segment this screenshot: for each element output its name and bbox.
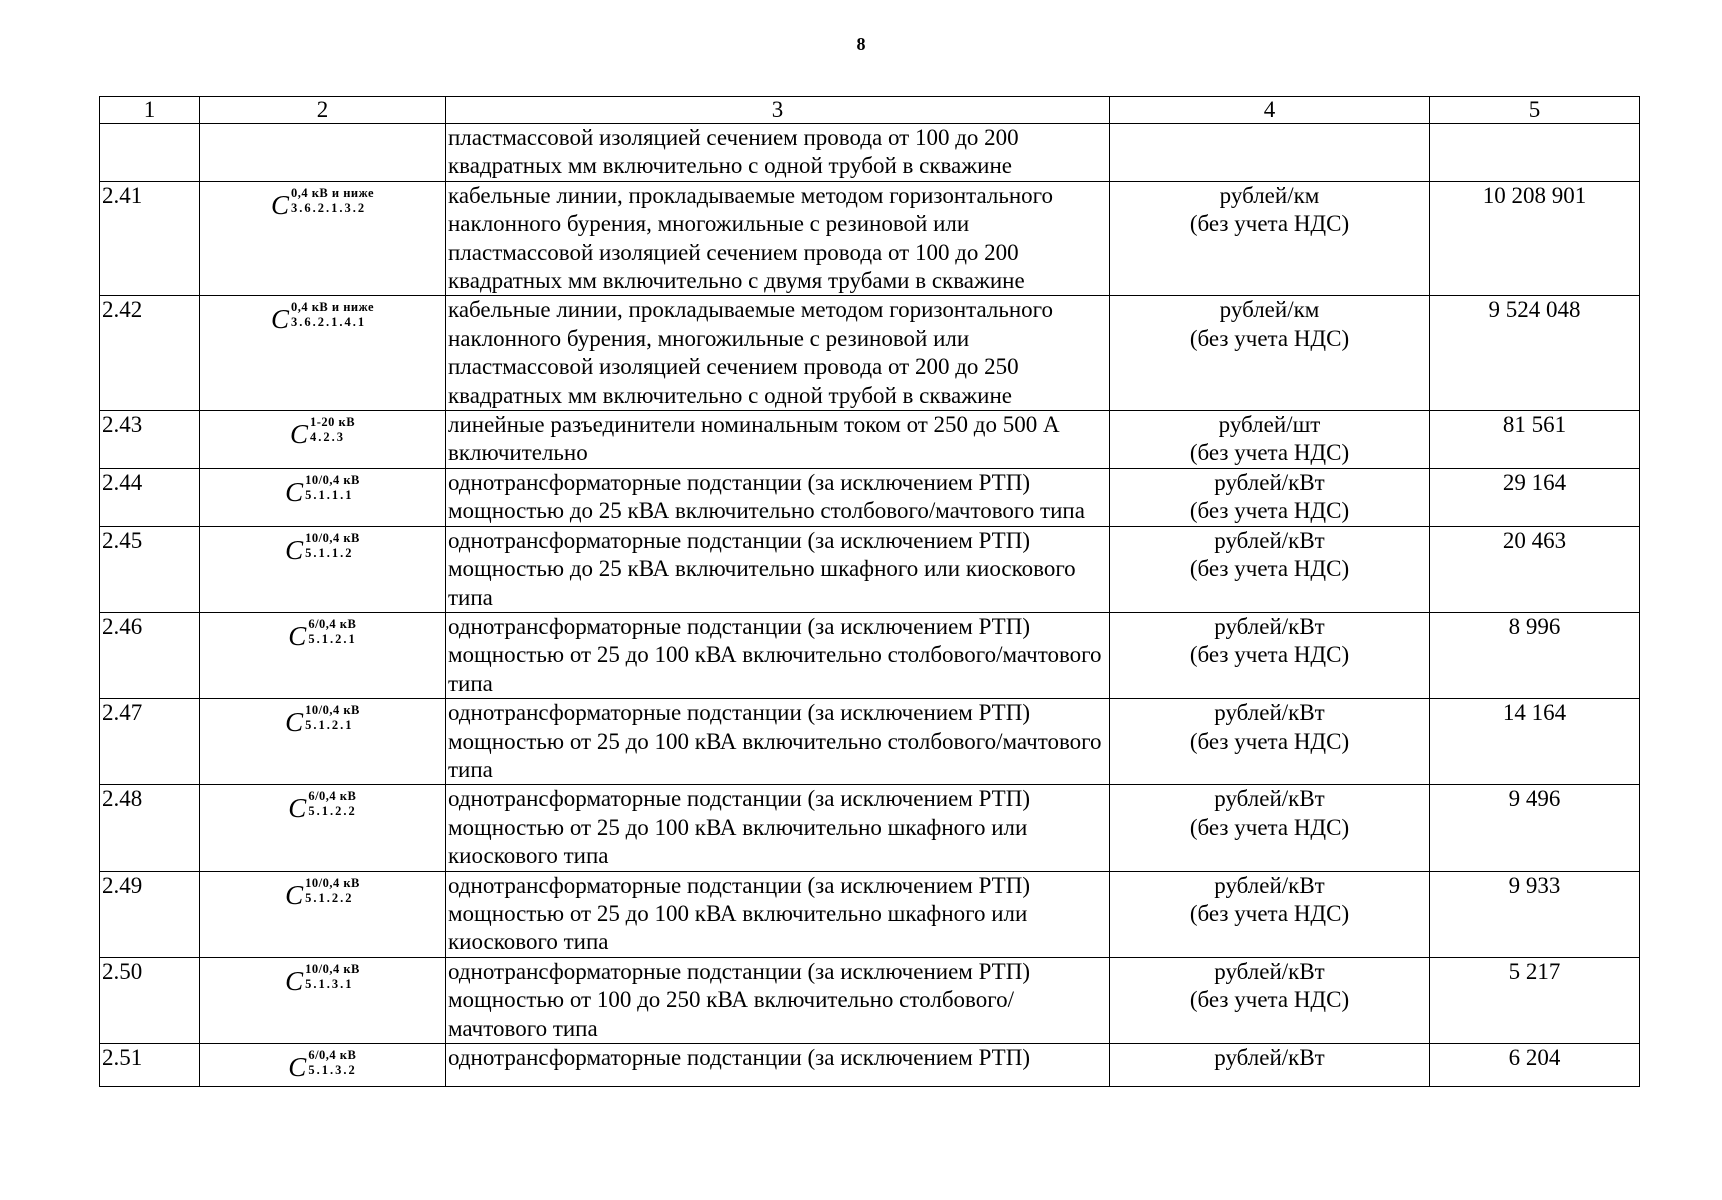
item-number: 2.46 [100,612,200,698]
rate-code-index: 5.1.1.2 [305,545,354,560]
unit-label: рублей/кВт [1214,469,1325,495]
rate-code [271,300,374,338]
item-number [100,124,200,182]
rate-code-index: 5.1.3.1 [305,976,354,991]
table-row [100,124,1640,182]
rate-code-cell [200,124,446,182]
unit-label: рублей/кВт [1214,527,1325,553]
item-number: 2.42 [100,296,200,411]
item-number: 2.43 [100,411,200,469]
rate-code-voltage: 6/0,4 кВ [308,789,357,804]
item-number: 2.51 [100,1044,200,1087]
rate-code-voltage: 0,4 кВ и ниже [290,300,375,315]
rate-code [288,617,356,655]
table-row [100,468,1640,526]
rate-code-cell [200,526,446,612]
rate-code-voltage: 10/0,4 кВ [305,472,360,487]
rate-symbol: C [285,965,304,996]
rate-value: 20 463 [1430,526,1640,612]
rate-symbol: C [285,476,304,507]
item-description: однотрансформаторные подстанции (за исключением РТП) мощностью от 25 до 100 кВА включительно шкафного или киоскового типа [446,785,1110,871]
unit-vat-note: (без учета НДС) [1189,642,1350,668]
rate-value [1430,124,1640,182]
page-number: 8 [856,34,866,54]
rate-code-cell [200,871,446,957]
rate-code-index: 5.1.1.1 [305,487,354,502]
rate-symbol: C [289,419,308,450]
rate-code-index: 5.1.3.2 [308,1063,357,1077]
rate-value: 9 496 [1430,785,1640,871]
rate-code-cell [200,612,446,698]
rate-code-cell [200,957,446,1043]
unit-label: рублей/кВт [1214,613,1325,639]
unit-cell [1110,526,1430,612]
unit-vat-note: (без учета НДС) [1189,211,1350,237]
rate-value: 8 996 [1430,612,1640,698]
column-header: 1 [100,97,200,124]
table-row [100,296,1640,411]
unit-vat-note: (без учета НДС) [1189,440,1350,466]
table-header-row [100,97,1640,124]
rate-value: 5 217 [1430,957,1640,1043]
rate-symbol: C [270,189,289,220]
unit-vat-note: (без учета НДС) [1189,325,1350,351]
item-description: однотрансформаторные подстанции (за исключением РТП) мощностью от 25 до 100 кВА включительно столбового/мачтового типа [446,699,1110,785]
unit-cell [1110,124,1430,182]
item-number: 2.48 [100,785,200,871]
column-header: 4 [1110,97,1430,124]
unit-label: рублей/кВт [1214,1045,1325,1070]
item-description: однотрансформаторные подстанции (за исключением РТП) мощностью от 100 до 250 кВА включительно столбового/мачтового типа [446,957,1110,1043]
rate-code [285,962,360,1000]
unit-cell [1110,296,1430,411]
rate-code-voltage: 10/0,4 кВ [305,961,360,976]
item-description: однотрансформаторные подстанции (за исключением РТП) мощностью до 25 кВА включительно столбового/мачтового типа [446,468,1110,526]
rate-code-index: 5.1.2.2 [308,804,357,819]
rate-code [271,186,374,224]
rate-value: 10 208 901 [1430,181,1640,296]
table-row [100,871,1640,957]
item-number: 2.44 [100,468,200,526]
rate-value: 14 164 [1430,699,1640,785]
table-row [100,612,1640,698]
item-number: 2.45 [100,526,200,612]
tariff-table [99,96,1640,1087]
rate-code-index: 5.1.2.1 [308,631,357,646]
unit-cell [1110,468,1430,526]
table-row [100,957,1640,1043]
unit-vat-note: (без учета НДС) [1189,728,1350,754]
rate-symbol: C [288,793,307,824]
unit-label: рублей/кВт [1214,786,1325,812]
rate-code-index: 3.6.2.1.4.1 [290,315,367,330]
rate-code [290,415,355,453]
unit-cell [1110,1044,1430,1087]
item-description: однотрансформаторные подстанции (за исключением РТП) мощностью до 25 кВА включительно шкафного или киоскового типа [446,526,1110,612]
unit-vat-note: (без учета НДС) [1189,498,1350,524]
unit-cell [1110,871,1430,957]
item-description: линейные разъединители номинальным током от 250 до 500 А включительно [446,411,1110,469]
unit-label: рублей/км [1219,182,1320,208]
item-number: 2.50 [100,957,200,1043]
unit-vat-note: (без учета НДС) [1189,814,1350,840]
item-description: однотрансформаторные подстанции (за исключением РТП) мощностью от 25 до 100 кВА включительно столбового/мачтового типа [446,612,1110,698]
column-header: 2 [200,97,446,124]
unit-label: рублей/кВт [1214,958,1325,984]
rate-value: 9 524 048 [1430,296,1640,411]
item-number: 2.49 [100,871,200,957]
rate-code-cell [200,699,446,785]
item-number: 2.47 [100,699,200,785]
unit-vat-note: (без учета НДС) [1189,556,1350,582]
rate-value: 29 164 [1430,468,1640,526]
rate-symbol: C [285,534,304,565]
rate-value: 9 933 [1430,871,1640,957]
table-row [100,526,1640,612]
table-row [100,699,1640,785]
rate-code-index: 5.1.2.2 [305,890,354,905]
unit-cell [1110,181,1430,296]
unit-cell [1110,411,1430,469]
rate-code-voltage: 6/0,4 кВ [308,1048,357,1062]
table-row [100,181,1640,296]
unit-vat-note: (без учета НДС) [1189,987,1350,1013]
rate-value: 6 204 [1430,1044,1640,1087]
rate-symbol: C [288,620,307,651]
rate-code-cell [200,785,446,871]
table-row [100,1044,1640,1087]
rate-code [285,876,360,914]
unit-label: рублей/кВт [1214,700,1325,726]
rate-code-index: 4.2.3 [309,430,345,445]
table-row [100,411,1640,469]
item-number: 2.41 [100,181,200,296]
rate-code [285,531,360,569]
item-description: кабельные линии, прокладываемые методом горизонтального наклонного бурения, многожильные с резиновой или пластмассовой изоляцией сечением провода от 200 до 250 квадратных мм включительно с одной трубой в скважине [446,296,1110,411]
rate-code-index: 3.6.2.1.3.2 [290,200,367,215]
rate-code-cell [200,468,446,526]
rate-code-voltage: 10/0,4 кВ [305,703,360,718]
rate-code-cell [200,296,446,411]
unit-cell [1110,785,1430,871]
rate-symbol: C [288,1052,307,1082]
rate-code-voltage: 1-20 кВ [309,415,356,430]
rate-value: 81 561 [1430,411,1640,469]
rate-code-cell [200,411,446,469]
unit-vat-note: (без учета НДС) [1189,900,1350,926]
rate-code-cell [200,181,446,296]
rate-code [288,1048,356,1086]
unit-cell [1110,957,1430,1043]
rate-code-voltage: 10/0,4 кВ [305,875,360,890]
rate-code-voltage: 0,4 кВ и ниже [290,185,375,200]
tariff-table-body [100,97,1640,1087]
item-description: однотрансформаторные подстанции (за исключением РТП) мощностью от 25 до 100 кВА включительно шкафного или киоскового типа [446,871,1110,957]
unit-label: рублей/кВт [1214,872,1325,898]
column-header: 5 [1430,97,1640,124]
item-description: кабельные линии, прокладываемые методом горизонтального наклонного бурения, многожильные с резиновой или пластмассовой изоляцией сечением провода от 100 до 200 квадратных мм включительно с двумя трубами в скважине [446,181,1110,296]
unit-cell [1110,612,1430,698]
rate-code [288,789,356,827]
table-row [100,785,1640,871]
column-header: 3 [446,97,1110,124]
unit-label: рублей/км [1219,297,1320,323]
unit-cell [1110,699,1430,785]
rate-code [285,473,360,511]
unit-label: рублей/шт [1218,412,1321,438]
rate-code-index: 5.1.2.1 [305,718,354,733]
item-description: пластмассовой изоляцией сечением провода от 100 до 200 квадратных мм включительно с одной трубой в скважине [446,124,1110,182]
item-description: однотрансформаторные подстанции (за исключением РТП) [446,1044,1110,1087]
rate-code-voltage: 10/0,4 кВ [305,530,360,545]
rate-symbol: C [285,707,304,738]
rate-symbol: C [285,879,304,910]
rate-symbol: C [270,304,289,335]
rate-code [285,703,360,741]
rate-code-cell [200,1044,446,1087]
rate-code-voltage: 6/0,4 кВ [308,616,357,631]
